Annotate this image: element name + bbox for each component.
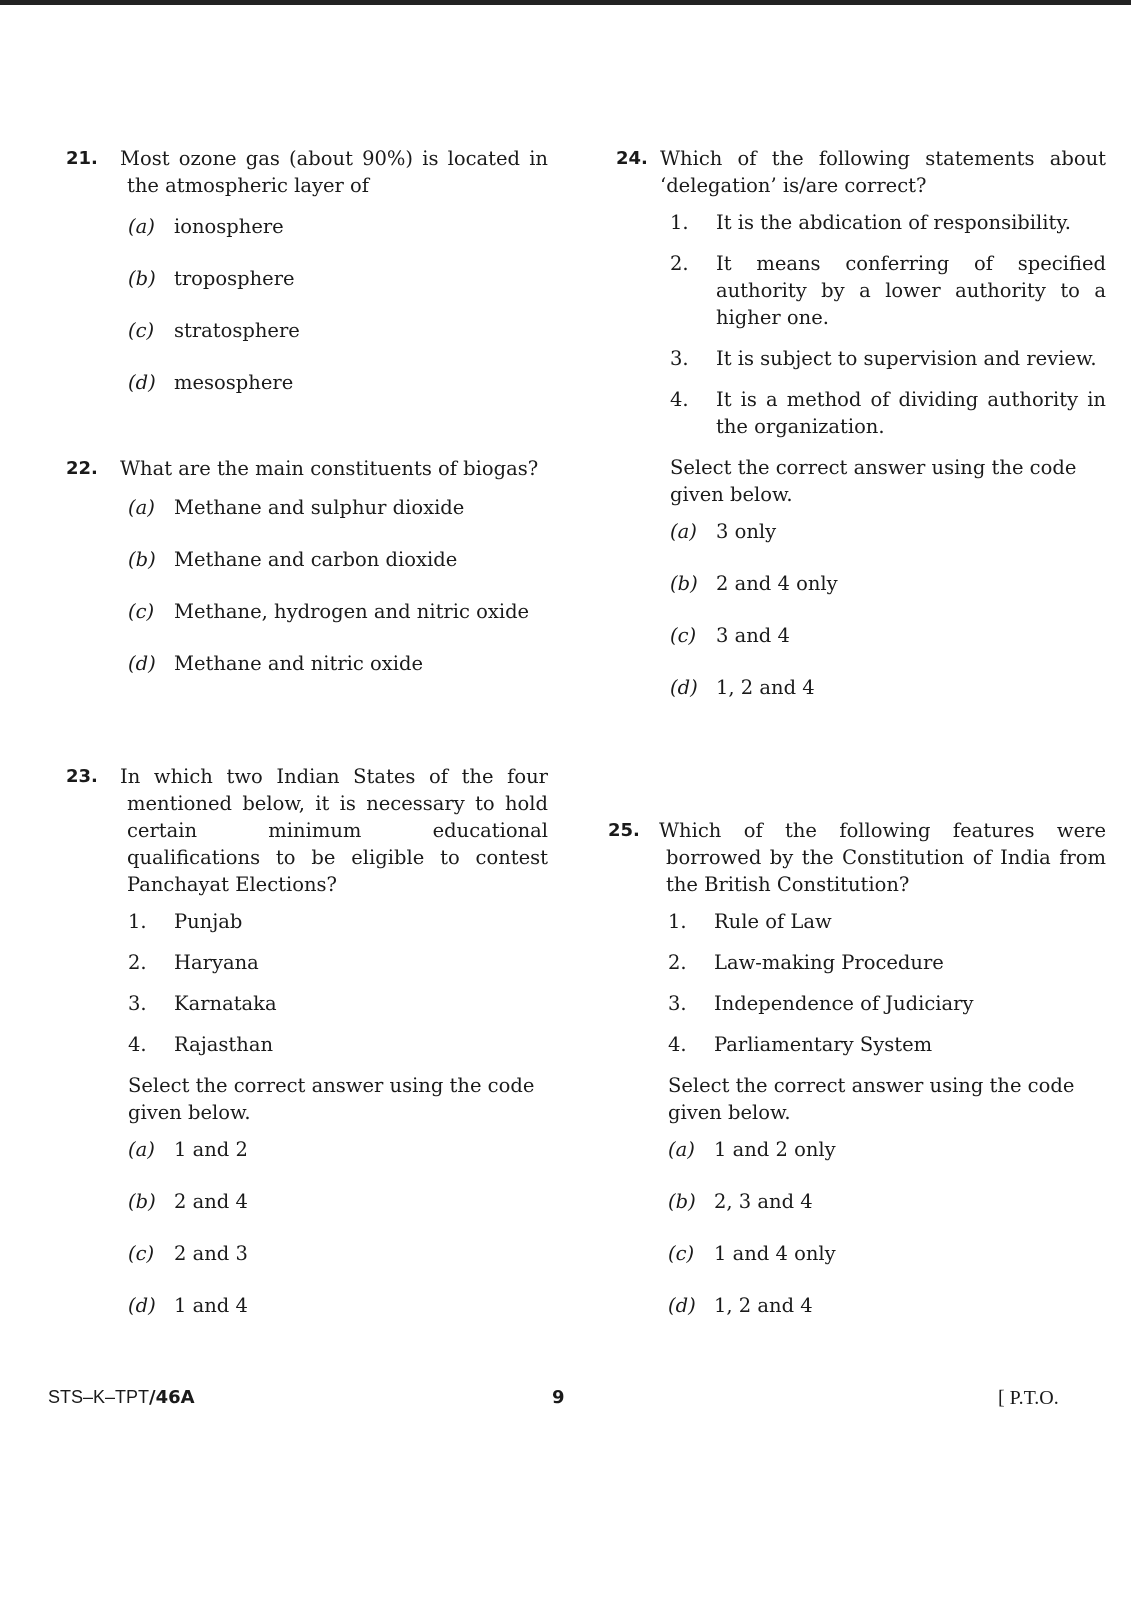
statement-item: 2. Haryana bbox=[128, 951, 259, 974]
please-turn-over: [ P.T.O. bbox=[998, 1387, 1059, 1409]
option-d[interactable]: (d) mesosphere bbox=[128, 371, 294, 394]
statement-item: 4. Rajasthan bbox=[128, 1033, 274, 1056]
statements-list bbox=[668, 908, 1106, 1058]
option-d[interactable]: (d) 1, 2 and 4 bbox=[668, 1294, 813, 1317]
statement-item: 1. Rule of Law bbox=[668, 910, 832, 933]
option-a[interactable]: (a) Methane and sulphur dioxide bbox=[128, 496, 465, 519]
question-21 bbox=[66, 145, 548, 455]
statement-item: 3. Karnataka bbox=[128, 992, 277, 1015]
select-instruction: Select the correct answer using the code given below. bbox=[670, 456, 1077, 506]
statement-item: 3. Independence of Judiciary bbox=[668, 992, 974, 1015]
question-number: 21. bbox=[66, 148, 98, 169]
option-b[interactable]: (b) Methane and carbon dioxide bbox=[128, 548, 458, 571]
booklet-code: STS–K–TPT/46A bbox=[48, 1387, 195, 1408]
options-list bbox=[670, 518, 1106, 726]
option-b[interactable]: (b) 2, 3 and 4 bbox=[668, 1190, 813, 1213]
option-b[interactable]: (b) troposphere bbox=[128, 267, 295, 290]
question-stem: What are the main constituents of biogas? bbox=[120, 457, 539, 480]
top-border-line bbox=[0, 0, 1131, 5]
question-stem: Which of the following statements about ‘delegation’ is/are correct? bbox=[660, 147, 1106, 197]
question-stem: Which of the following features were borrowed by the Constitution of India from the British Constitution? bbox=[659, 819, 1106, 896]
statement-item: 4. It is a method of dividing authority in the organization. bbox=[670, 388, 1106, 438]
question-stem: Most ozone gas (about 90%) is located in the atmospheric layer of bbox=[120, 147, 548, 197]
select-instruction: Select the correct answer using the code given below. bbox=[128, 1074, 535, 1124]
option-b[interactable]: (b) 2 and 4 bbox=[128, 1190, 248, 1213]
question-number: 23. bbox=[66, 766, 98, 787]
question-number: 25. bbox=[608, 820, 640, 841]
page-number: 9 bbox=[552, 1387, 565, 1408]
question-22 bbox=[66, 455, 548, 763]
left-column bbox=[66, 145, 548, 1344]
question-stem: In which two Indian States of the four mentioned below, it is necessary to hold certain minimum educational qualifications to be eligible to contest Panchayat Elections? bbox=[120, 765, 548, 896]
question-25 bbox=[608, 817, 1106, 1344]
statement-item: 2. It means conferring of specified authority by a lower authority to a higher one. bbox=[670, 252, 1106, 329]
option-c[interactable]: (c) stratosphere bbox=[128, 319, 300, 342]
options-list bbox=[128, 1136, 548, 1344]
statements-list bbox=[128, 908, 548, 1058]
option-d[interactable]: (d) 1, 2 and 4 bbox=[670, 676, 815, 699]
question-number: 24. bbox=[616, 148, 648, 169]
option-a[interactable]: (a) 1 and 2 bbox=[128, 1138, 248, 1161]
option-d[interactable]: (d) 1 and 4 bbox=[128, 1294, 248, 1317]
options-list bbox=[668, 1136, 1106, 1344]
option-a[interactable]: (a) 1 and 2 only bbox=[668, 1138, 836, 1161]
option-c[interactable]: (c) 1 and 4 only bbox=[668, 1242, 836, 1265]
option-c[interactable]: (c) 2 and 3 bbox=[128, 1242, 248, 1265]
statement-item: 1. It is the abdication of responsibility. bbox=[670, 211, 1071, 234]
right-column bbox=[608, 145, 1106, 1344]
options-list bbox=[128, 213, 548, 421]
statement-item: 4. Parliamentary System bbox=[668, 1033, 933, 1056]
option-a[interactable]: (a) 3 only bbox=[670, 520, 777, 543]
statement-item: 1. Punjab bbox=[128, 910, 243, 933]
option-b[interactable]: (b) 2 and 4 only bbox=[670, 572, 838, 595]
option-c[interactable]: (c) 3 and 4 bbox=[670, 624, 790, 647]
question-23 bbox=[66, 763, 548, 1344]
option-a[interactable]: (a) ionosphere bbox=[128, 215, 284, 238]
statement-item: 2. Law-making Procedure bbox=[668, 951, 944, 974]
statement-item: 3. It is subject to supervision and review. bbox=[670, 347, 1097, 370]
question-24 bbox=[616, 145, 1106, 817]
select-instruction: Select the correct answer using the code given below. bbox=[668, 1074, 1075, 1124]
question-number: 22. bbox=[66, 458, 98, 479]
option-c[interactable]: (c) Methane, hydrogen and nitric oxide bbox=[128, 600, 530, 623]
option-d[interactable]: (d) Methane and nitric oxide bbox=[128, 652, 423, 675]
statements-list bbox=[670, 209, 1106, 440]
options-list bbox=[128, 494, 548, 702]
